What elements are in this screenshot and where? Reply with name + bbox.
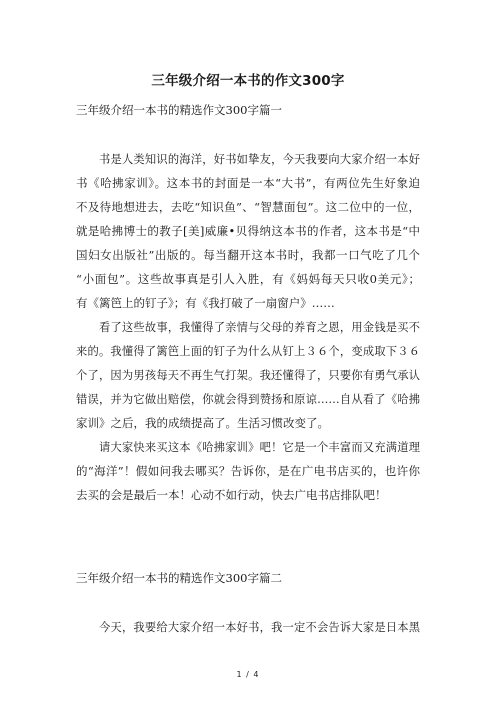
text-line: 家训》之后，我的成绩提高了。生活习惯改变了。 [76,416,329,430]
text-line: 错误，并为它做出赔偿，你就会得到赞扬和原谅……自从看了《哈拂 [76,393,420,406]
text-line: 书是人类知识的海洋，好书如挚友，今天我要向大家介绍一本好 [99,153,420,166]
text-line: 来的。我懂得了篱笆上面的钉子为什么从钉上３６个，变成取下３６ [76,345,420,358]
text-line: 请大家快来买这本《哈拂家训》吧！它是一个丰富而又充满道理 [99,441,420,454]
text-line: 今天，我要给大家介绍一本好书，我一定不会告诉大家是日本黑 [99,621,420,634]
section-heading: 三年级介绍一本书的精选作文300字篇一 [76,103,282,117]
text-line: 去买的会是最后一本！心动不如行动，快去广电书店排队吧！ [76,488,387,502]
text-line: “小面包”。这些故事真是引人入胜，有《妈妈每天只收0美元》； [76,272,420,286]
section-heading: 三年级介绍一本书的精选作文300字篇二 [76,571,282,585]
text-line: 不及待地想进去，去吃“知识鱼”、“智慧面包”。这二位中的一位， [76,200,420,214]
text-line: 国妇女出版社”出版的。每当翻开这本书时，我都一口气吃了几个 [76,248,420,262]
text-line: 的“海洋”！假如问我去哪买？告诉你，是在广电书店买的，也许你 [76,464,420,478]
text-line: 就是哈拂博士的教子[美]威廉•贝得纳这本书的作者，这本书是“中 [76,224,420,238]
text-line: 书《哈拂家训》。这本书的封面是一本“大书”，有两位先生好象迫 [76,176,420,190]
text-line: 个了，因为男孩每天不再生气打架。我还懂得了，只要你有勇气承认 [76,369,420,382]
document-title: 三年级介绍一本书的作文300字 [151,73,345,89]
text-line: 看了这些故事，我懂得了亲情与父母的养育之恩，用金钱是买不 [99,321,420,334]
text-line: 有《篱笆上的钉子》；有《我打破了一扇窗户》…… [76,296,335,310]
page-indicator: 1 / 4 [236,670,260,679]
